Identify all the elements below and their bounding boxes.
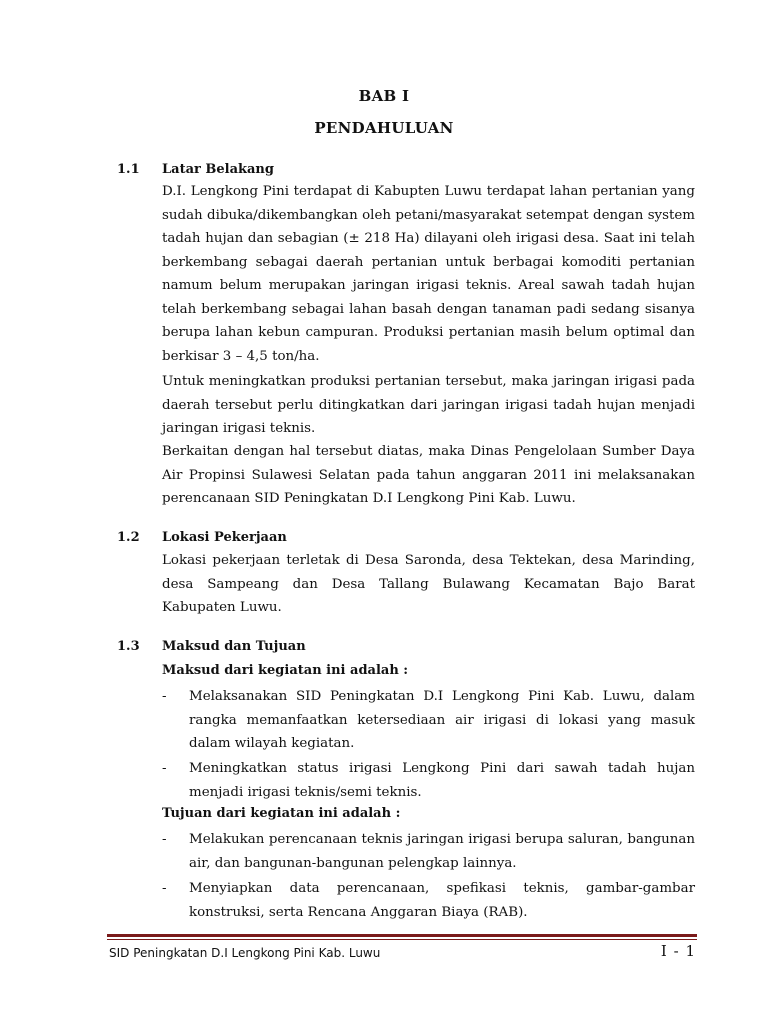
section-number: 1.2	[117, 530, 140, 545]
bullet-marker: -	[162, 761, 167, 776]
chapter-title: PENDAHULUAN	[314, 119, 454, 137]
bullet-marker: -	[162, 832, 167, 847]
page-number: I - 1	[660, 942, 696, 960]
bullet-marker: -	[162, 881, 167, 896]
section-title: Latar Belakang	[162, 162, 274, 177]
paragraph: Untuk meningkatkan produksi pertanian tersebut, maka jaringan irigasi pada daerah tersebut perlu ditingkatkan dari jaringan irigasi tadah hujan menjadi jaringan irigasi teknis.	[162, 374, 695, 436]
paragraph: Lokasi pekerjaan terletak di Desa Saronda, desa Tektekan, desa Marinding, desa Sampeang dan Desa Tallang Bulawang Kecamatan Bajo Barat Kabupaten Luwu.	[162, 553, 695, 615]
footer-rule-thick	[107, 934, 697, 937]
section-title: Maksud dan Tujuan	[162, 639, 306, 654]
list-item: Meningkatkan status irigasi Lengkong Pini dari sawah tadah hujan menjadi irigasi teknis/semi teknis.	[189, 761, 695, 800]
chapter-number: BAB I	[358, 87, 410, 105]
paragraph: Berkaitan dengan hal tersebut diatas, maka Dinas Pengelolaan Sumber Daya Air Propinsi Sulawesi Selatan pada tahun anggaran 2011 ini melaksanakan perencanaan SID Peningkatan D.I Lengkong Pini Kab. Luwu.	[162, 444, 695, 506]
tujuan-heading: Tujuan dari kegiatan ini adalah :	[162, 806, 401, 821]
list-item: Melaksanakan SID Peningkatan D.I Lengkong Pini Kab. Luwu, dalam rangka memanfaatkan ketersediaan air irigasi di lokasi yang masuk dalam wilayah kegiatan.	[189, 689, 695, 751]
section-number: 1.3	[117, 639, 140, 654]
paragraph: D.I. Lengkong Pini terdapat di Kabupten Luwu terdapat lahan pertanian yang sudah dibuka/dikembangkan oleh petani/masyarakat setempat dengan system tadah hujan dan sebagian (± 218 Ha) dilayani oleh irigasi desa. Saat ini telah berkembang sebagai daerah pertanian untuk berbagai komoditi pertanian namum belum merupakan jaringan irigasi teknis. Areal sawah tadah hujan telah berkembang sebagai lahan basah dengan tanaman padi sedang sisanya berupa lahan kebun campuran. Produksi pertanian masih belum optimal dan berkisar 3 – 4,5 ton/ha.	[162, 184, 695, 364]
footer-document-title: SID Peningkatan D.I Lengkong Pini Kab. Luwu	[109, 946, 381, 960]
bullet-marker: -	[162, 689, 167, 704]
list-item: Melakukan perencanaan teknis jaringan irigasi berupa saluran, bangunan air, dan bangunan-bangunan pelengkap lainnya.	[189, 832, 695, 871]
section-title: Lokasi Pekerjaan	[162, 530, 287, 545]
footer-rule-thin	[107, 939, 697, 940]
section-number: 1.1	[117, 162, 140, 177]
maksud-heading: Maksud dari kegiatan ini adalah :	[162, 663, 409, 678]
list-item: Menyiapkan data perencanaan, spefikasi teknis, gambar-gambar konstruksi, serta Rencana Anggaran Biaya (RAB).	[189, 881, 695, 920]
